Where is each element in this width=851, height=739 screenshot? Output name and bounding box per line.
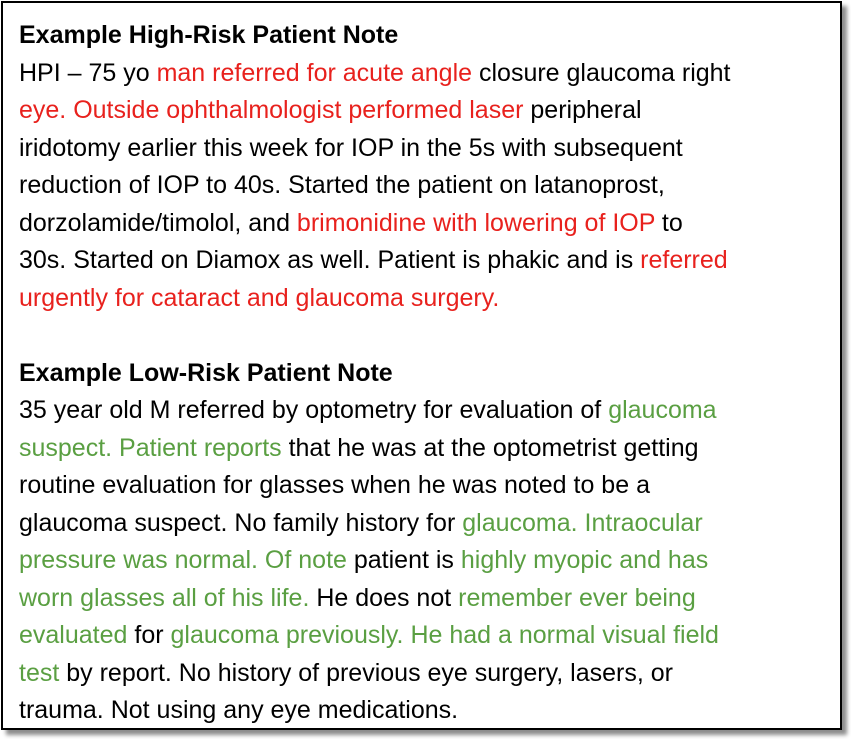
highlighted-text: glaucoma [608,396,717,424]
note-line [19,505,834,543]
note-text: by report. No history of previous eye surgery, lasers, or [59,658,673,687]
note-text: 30s. Started on Diamox as well. Patient is phakic and is [19,246,641,274]
highlighted-text: referred [640,246,728,274]
note-line [19,542,834,580]
note-text: routine evaluation for glasses when he was noted to be a [19,471,650,499]
note-line [19,617,834,655]
note-line [19,467,834,505]
highlighted-text: glaucoma. Intraocular [462,508,703,537]
note-text: dorzolamide/timolol, and [19,208,297,237]
note-line [19,92,834,130]
note-text: 35 year old M referred by optometry for evaluation of [19,396,609,424]
note-text: He does not [309,583,459,612]
note-line [19,167,834,205]
note-line [19,280,834,318]
note-text: closure glaucoma right [472,58,731,87]
note-frame [1,1,842,730]
note-title: Example Low-Risk Patient Note [19,358,393,387]
highlighted-text: test [19,658,60,687]
note-text: peripheral [523,96,642,124]
highlighted-text: highly myopic and has [460,546,709,574]
note-body [19,55,834,318]
note-line [19,242,834,280]
highlighted-text: brimonidine with lowering of IOP [296,208,655,237]
highlighted-text: pressure was normal. Of note [19,546,347,574]
notes-content [19,17,834,730]
highlighted-text: man referred for acute angle [156,58,473,87]
note-text: for [127,621,171,649]
note-text: iridotomy earlier this week for IOP in the 5s with subsequent [19,133,683,162]
note-line [19,655,834,693]
note-title: Example High-Risk Patient Note [19,21,399,49]
note-line [19,580,834,618]
highlighted-text: evaluated [19,621,128,649]
note-text: trauma. Not using any eye medications. [19,696,459,724]
note-text: to [654,208,683,237]
note-text: glaucoma suspect. No family history for [19,508,463,537]
highlighted-text: remember ever being [458,583,696,612]
note-body [19,392,834,730]
note-line [19,55,834,93]
highlighted-text: suspect. Patient reports [19,433,282,462]
note-line [19,130,834,168]
high-risk-note [19,17,834,317]
note-line [19,392,834,430]
note-text: patient is [346,546,461,574]
highlighted-text: urgently for cataract and glaucoma surgery. [19,283,500,312]
note-line [19,430,834,468]
note-text: that he was at the optometrist getting [281,433,699,462]
note-text: reduction of IOP to 40s. Started the patient on latanoprost, [19,171,665,199]
highlighted-text: worn glasses all of his life. [19,583,310,612]
highlighted-text: eye. Outside ophthalmologist performed laser [19,96,524,124]
highlighted-text: glaucoma previously. He had a normal visual field [170,621,719,649]
low-risk-note [19,355,834,730]
note-text: HPI – 75 yo [19,58,157,87]
note-line [19,692,834,730]
note-line [19,205,834,243]
note-separator [19,317,834,355]
